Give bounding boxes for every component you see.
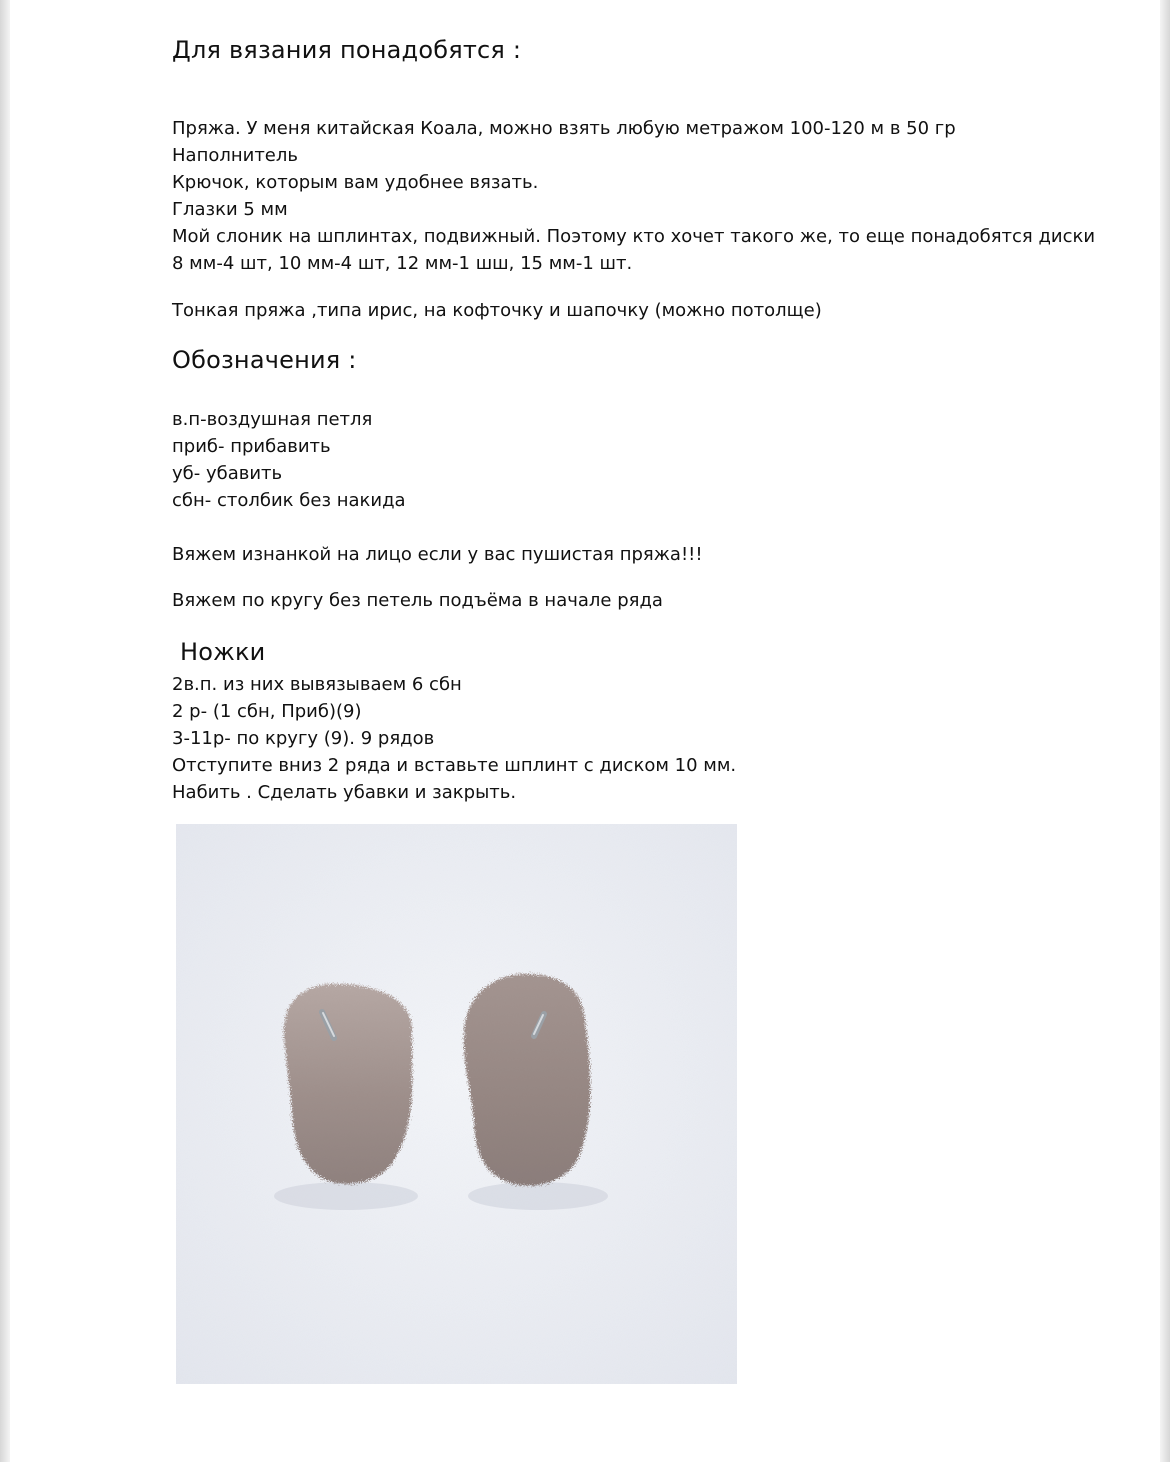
fabric-texture	[176, 824, 737, 1384]
materials-line: 8 мм-4 шт, 10 мм-4 шт, 12 мм-1 шш, 15 мм-1 шт.	[172, 253, 633, 274]
materials-extra: Тонкая пряжа ,типа ирис, на кофточку и шапочку (можно потолще)	[172, 300, 822, 321]
left-leg-shadow	[274, 1182, 418, 1210]
legend-item: уб- убавить	[172, 463, 283, 484]
note-line: Вяжем по кругу без петель подъёма в начале ряда	[172, 590, 663, 611]
legs-heading: Ножки	[180, 638, 266, 666]
legs-row: Набить . Сделать убавки и закрыть.	[172, 782, 517, 803]
legs-row: 2 р- (1 сбн, Приб)(9)	[172, 701, 362, 722]
materials-line: Мой слоник на шплинтах, подвижный. Поэтому кто хочет такого же, то еще понадобятся диски	[172, 226, 1096, 247]
materials-heading: Для вязания понадобятся :	[172, 36, 522, 64]
legs-photo	[176, 824, 737, 1384]
materials-line: Наполнитель	[172, 145, 298, 166]
left-knitted-leg	[284, 984, 412, 1184]
materials-line: Крючок, которым вам удобнее вязать.	[172, 172, 539, 193]
right-leg-shadow	[468, 1182, 608, 1210]
page-edge-right	[1160, 0, 1170, 1462]
legs-row: 3-11р- по кругу (9). 9 рядов	[172, 728, 435, 749]
right-knitted-leg	[464, 974, 591, 1186]
legend-item: приб- прибавить	[172, 436, 331, 457]
note-line: Вяжем изнанкой на лицо если у вас пушистая пряжа!!!	[172, 544, 703, 565]
page-edge-left	[0, 0, 10, 1462]
legs-row: 2в.п. из них вывязываем 6 сбн	[172, 674, 462, 695]
knitted-legs-image	[176, 824, 737, 1384]
materials-line: Пряжа. У меня китайская Коала, можно взять любую метражом 100-120 м в 50 гр	[172, 118, 956, 139]
legend-item: в.п-воздушная петля	[172, 409, 373, 430]
materials-line: Глазки 5 мм	[172, 199, 288, 220]
legend-item: сбн- столбик без накида	[172, 490, 406, 511]
legend-heading: Обозначения :	[172, 346, 357, 374]
legs-row: Отступите вниз 2 ряда и вставьте шплинт с диском 10 мм.	[172, 755, 737, 776]
